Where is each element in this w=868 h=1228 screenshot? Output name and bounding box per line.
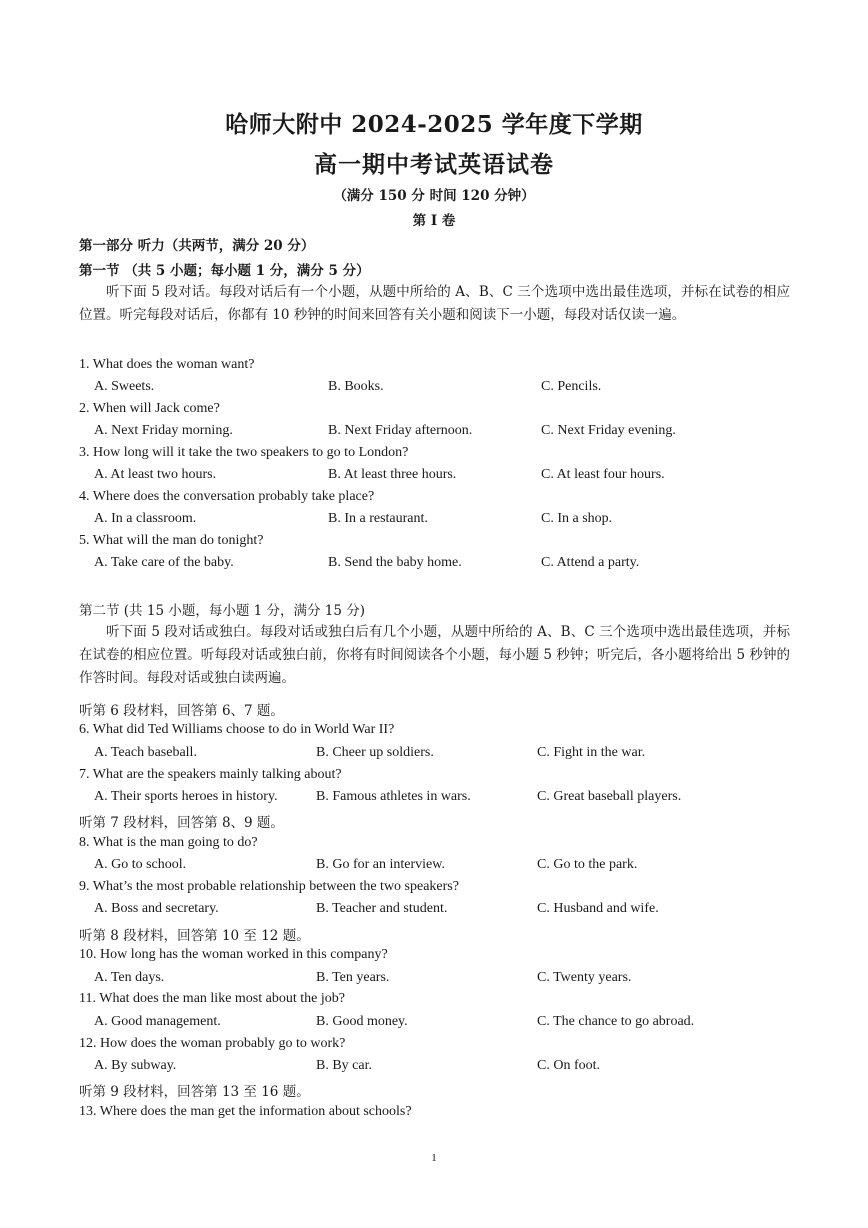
volume-label: 第 I 卷: [412, 213, 456, 229]
option-7b: B. Famous athletes in wars.: [316, 789, 471, 804]
option-2b: B. Next Friday afternoon.: [328, 423, 473, 438]
option-6b: B. Cheer up soldiers.: [316, 745, 434, 760]
material-7-label: 听第 7 段材料，回答第 8、9 题。: [79, 815, 284, 831]
question-11: 11. What does the man like most about the job?: [79, 991, 345, 1006]
option-6c: C. Fight in the war.: [537, 745, 646, 760]
option-3c: C. At least four hours.: [541, 467, 665, 482]
question-2: 2. When will Jack come?: [79, 401, 220, 416]
part1-heading: 第一部分 听力（共两节，满分 20 分）: [79, 238, 315, 254]
option-1a: A. Sweets.: [94, 379, 155, 394]
option-4b: B. In a restaurant.: [328, 511, 428, 526]
exam-score-time: （满分 150 分 时间 120 分钟）: [333, 188, 535, 204]
question-4: 4. Where does the conversation probably take place?: [79, 489, 375, 504]
question-12: 12. How does the woman probably go to work?: [79, 1036, 346, 1051]
option-12b: B. By car.: [316, 1058, 372, 1073]
option-2c: C. Next Friday evening.: [541, 423, 676, 438]
option-12c: C. On foot.: [537, 1058, 600, 1073]
section2-instructions: 听下面 5 段对话或独白。每段对话或独白后有几个小题，从题中所给的 A、B、C 三个选项中选出最佳选项，并标在试卷的相应位置。听每段对话或独白前，你将有时间阅读各个小题，每小题 5 秒钟；听完后，各小题将给出 5 秒钟的作答时间。每段对话或独白读两遍。: [79, 624, 790, 686]
option-1c: C. Pencils.: [541, 379, 602, 394]
option-10a: A. Ten days.: [94, 970, 165, 985]
option-9b: B. Teacher and student.: [316, 901, 448, 916]
material-9-label: 听第 9 段材料，回答第 13 至 16 题。: [79, 1084, 310, 1100]
option-10b: B. Ten years.: [316, 970, 390, 985]
page-number: 1: [431, 1152, 437, 1164]
option-8b: B. Go for an interview.: [316, 857, 445, 872]
option-6a: A. Teach baseball.: [94, 745, 197, 760]
question-3: 3. How long will it take the two speakers to go to London?: [79, 445, 409, 460]
option-2a: A. Next Friday morning.: [94, 423, 233, 438]
option-11c: C. The chance to go abroad.: [537, 1014, 695, 1029]
option-11a: A. Good management.: [94, 1014, 221, 1029]
option-7c: C. Great baseball players.: [537, 789, 682, 804]
section1-instructions: 听下面 5 段对话。每段对话后有一个小题，从题中所给的 A、B、C 三个选项中选出最佳选项，并标在试卷的相应位置。听完每段对话后，你都有 10 秒钟的时间来回答有关小题和阅读下一小题，每段对话仅读一遍。: [79, 284, 790, 323]
section1-heading: 第一节 （共 5 小题；每小题 1 分，满分 5 分）: [79, 263, 370, 279]
option-8a: A. Go to school.: [94, 857, 187, 872]
option-10c: C. Twenty years.: [537, 970, 632, 985]
option-1b: B. Books.: [328, 379, 384, 394]
option-4a: A. In a classroom.: [94, 511, 197, 526]
question-10: 10. How long has the woman worked in this company?: [79, 947, 388, 962]
option-9a: A. Boss and secretary.: [94, 901, 219, 916]
option-9c: C. Husband and wife.: [537, 901, 659, 916]
question-7: 7. What are the speakers mainly talking about?: [79, 767, 342, 782]
option-8c: C. Go to the park.: [537, 857, 638, 872]
option-11b: B. Good money.: [316, 1014, 408, 1029]
material-8-label: 听第 8 段材料，回答第 10 至 12 题。: [79, 928, 310, 944]
option-5b: B. Send the baby home.: [328, 555, 462, 570]
option-5a: A. Take care of the baby.: [94, 555, 234, 570]
option-7a: A. Their sports heroes in history.: [94, 789, 278, 804]
question-6: 6. What did Ted Williams choose to do in World War II?: [79, 722, 395, 737]
question-13: 13. Where does the man get the information about schools?: [79, 1104, 412, 1119]
exam-title-school: 哈师大附中 2024-2025 学年度下学期: [225, 111, 643, 138]
option-5c: C. Attend a party.: [541, 555, 640, 570]
option-4c: C. In a shop.: [541, 511, 613, 526]
exam-title-subject: 高一期中考试英语试卷: [314, 151, 554, 178]
question-1: 1. What does the woman want?: [79, 357, 255, 372]
question-5: 5. What will the man do tonight?: [79, 533, 264, 548]
question-9: 9. What’s the most probable relationship between the two speakers?: [79, 879, 459, 894]
option-3b: B. At least three hours.: [328, 467, 457, 482]
option-3a: A. At least two hours.: [94, 467, 217, 482]
question-8: 8. What is the man going to do?: [79, 835, 258, 850]
material-6-label: 听第 6 段材料，回答第 6、7 题。: [79, 703, 284, 719]
section2-heading: 第二节 (共 15 小题，每小题 1 分，满分 15 分): [79, 603, 366, 619]
option-12a: A. By subway.: [94, 1058, 177, 1073]
